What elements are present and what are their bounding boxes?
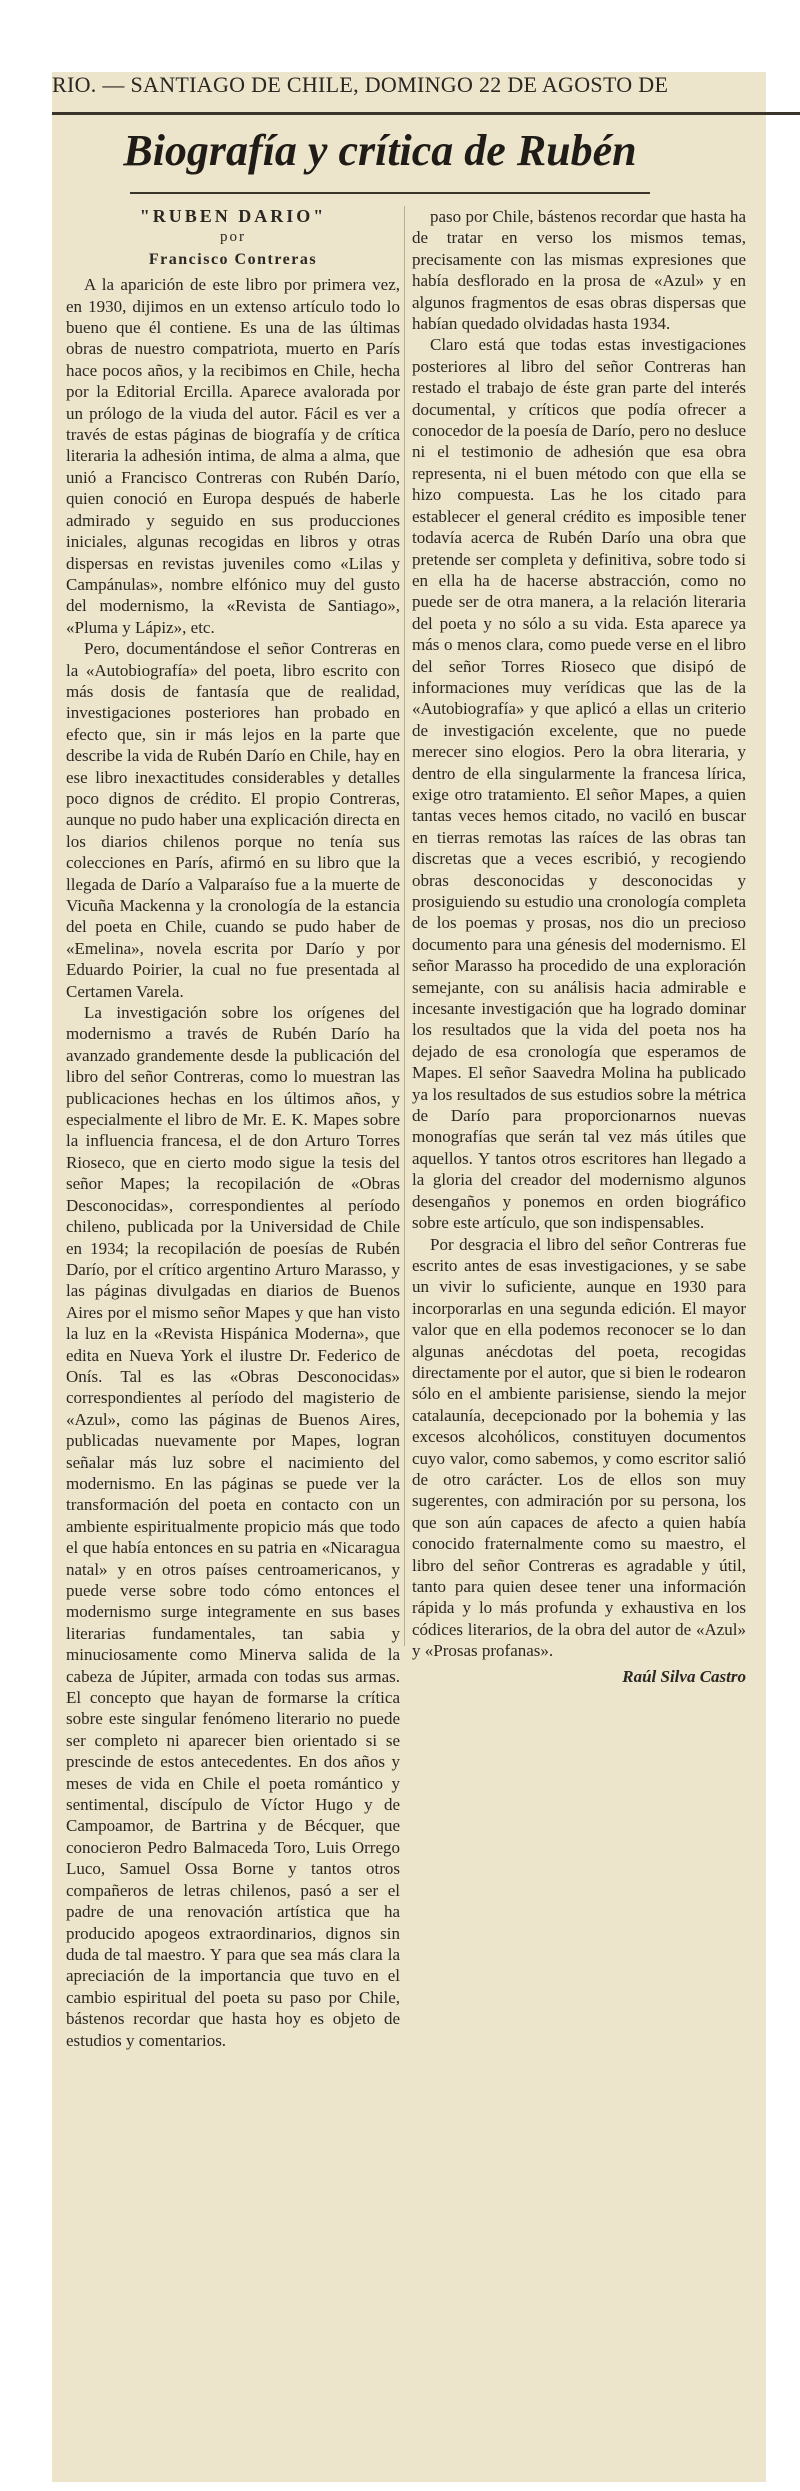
header-rule [52, 112, 800, 115]
article-heading-block [66, 206, 400, 270]
article-column-left [66, 206, 400, 2366]
paragraph: Claro está que todas estas investigaciones posteriores al libro del señor Contreras han restado el trabajo de éste gran parte del interés documental, y críticos que podía ofrecer a conocedor de la poesía de Darío, pero no desluce ni el testimonio de adhesión que esa obra representa, ni el buen método con que ella se hizo compuesta. Las he los citado para establecer el general crédito es imposible tener todavía acerca de Rubén Darío una obra que pretende ser completa y definitiva, sobre todo si en ella ha de hacerse abstracción, como no puede ser de otra manera, a la relación literaria del poeta y no sólo a su vida. Esta aparece ya más o menos clara, como puede verse en el libro del señor Torres Rioseco que disipó de informaciones muy verídicas que las de la «Autobiografía» y que aplicó a ellas un criterio de investigación excelente, que no puede merecer sino elogios. Pero la obra literaria, y dentro de ella singularmente la francesa lírica, exige otro tratamiento. El señor Mapes, a quien tantas veces hemos citado, no vaciló en buscar en tierras remotas las raíces de las obras tan discretas que a veces escribió, y recogiendo obras desconocidas y desconocidas y prosiguiendo su estudio una cronología completa de los poemas y prosas, nos dio un precioso documento para una génesis del modernismo. El señor Marasso ha procedido de una exploración semejante, con su análisis hacia admirable e incesante investigación que ha logrado dominar los resultados que la vida del poeta nos ha dejado de esa cronología que esperamos de Mapes. El señor Saavedra Molina ha publicado ya los resultados de sus estudios sobre la métrica de Darío para proporcionarnos nuevas monografías que serán tal vez más útiles que aquellos. Y tantos otros escritores han llegado a la gloria del creador del modernismo algunos desengaños y ponemos en orden biográfico sobre este artículo, que son indispensables. [412, 335, 746, 1233]
reviewed-work-title: "RUBEN DARIO" [139, 206, 327, 226]
newspaper-header: RIO. — SANTIAGO DE CHILE, DOMINGO 22 DE AGOSTO DE [52, 72, 669, 97]
paragraph: La investigación sobre los orígenes del modernismo a través de Rubén Darío ha avanzado grandemente desde la publicación del libro del señor Contreras, como lo muestran las publicaciones hechas en los últimos años, y especialmente el libro de Mr. E. K. Mapes sobre la influencia francesa, el de don Arturo Torres Rioseco, que en cierto modo sigue la tesis del señor Mapes; la recopilación de «Obras Desconocidas», correspondientes al período chileno, publicada por la Universidad de Chile en 1934; la recopilación de poesías de Rubén Darío, por el crítico argentino Arturo Marasso, y las páginas divulgadas en diarios de Buenos Aires por el mismo señor Mapes y que han visto la luz en la «Revista Hispánica Moderna», que edita en Nueva York el ilustre Dr. Federico de Onís. Tal es las «Obras Desconocidas» correspondientes al período del magisterio de «Azul», como las páginas de Buenos Aires, publicadas nuevamente por Mapes, logran señalar más luz sobre el nacimiento del modernismo. En las páginas se puede ver la transformación del poeta en contacto con un ambiente espiritualmente propicio más que todo el que había entonces en su patria en «Nicaragua natal» y en otros países centroamericanos, y puede verse sobre todo cómo entonces el modernismo surge integramente en sus bases literarias fundamentales, tan sabia y minuciosamente como Minerva salida de la cabeza de Júpiter, armada con todas sus armas. El concepto que hayan de formarse la crítica sobre este singular fenómeno literario no puede ser completo ni aparecer bien orientado si se prescinde de estos antecedentes. En dos años y meses de vida en Chile el poeta romántico y sentimental, discípulo de Víctor Hugo y de Campoamor, de Bartrina y de Bécquer, que conocieron Pedro Balmaceda Toro, Luis Orrego Luco, Samuel Ossa Borne y tantos otros compañeros de letras chilenos, pasó a ser el padre de una renovación artística que ha producido apogeos extraordinarios, dignos sin duda de tal maestro. Y para que sea más clara la apreciación de la importancia que tuvo en el cambio espiritual del poeta su paso por Chile, bástenos recordar que hasta hoy es objeto de estudios y comentarios. [66, 1003, 400, 2050]
title-rule [130, 192, 650, 194]
paragraph: Por desgracia el libro del señor Contreras fue escrito antes de esas investigaciones, y se sabe un vivir lo suficiente, aunque en 1930 para incorporarlas en una segunda edición. El mayor valor que en ella podemos reconocer se lo dan algunas anécdotas del poeta, recogidas directamente por el autor, que si bien le rodearon sólo en el ambiente parisiense, siendo la mejor catalaunía, decepcionado por la bohemia y las excesos alcohólicos, constituyen documentos cuyo valor, como sabemos, y como escritor salió de otro carácter. Los de ellos son muy sugerentes, con admiración por su persona, los que son aún capaces de afecto a quien había conocido fraternalmente como su maestro, el libro del señor Contreras es agradable y útil, tanto para quien desee tener una información rápida y lo más profunda y exhaustiva en los códices literarios, de la obra del autor de «Azul» y «Prosas profanas». [412, 1234, 746, 1661]
article-column-right [412, 206, 746, 1686]
paragraph: paso por Chile, bástenos recordar que hasta ha de tratar en verso los mismos temas, precisamente con las mismas expresiones que había desflorado en la prosa de «Azul» y en algunos fragmentos de esas obras dispersas que habían quedado olvidadas hasta 1934. [412, 207, 746, 334]
article-signature: Raúl Silva Castro [622, 1666, 746, 1686]
column-divider [404, 206, 405, 1646]
article-title: Biografía y crítica de Rubén [123, 126, 637, 175]
paragraph: A la aparición de este libro por primera vez, en 1930, dijimos en un extenso artículo todo lo bueno que él contiene. Es una de las últimas obras de nuestro compatriota, muerto en París hace pocos años, y la recibimos en Chile, hecha por la Editorial Ercilla. Aparece avalorada por un prólogo de la viuda del autor. Fácil es ver a través de estas páginas de biografía y de crítica literaria la adhesión intima, de alma a alma, que unió a Francisco Contreras con Rubén Darío, quien conoció en Europa después de haberle admirado y seguido en sus producciones iniciales, algunas recogidas en libros y otras dispersas en revistas juveniles como «Lilas y Campánulas», nombre elfónico muy del gusto del modernismo, la «Revista de Santiago», «Pluma y Lápiz», etc. [66, 275, 400, 637]
book-author: Francisco Contreras [148, 250, 318, 268]
byline: por [220, 229, 246, 246]
paragraph: Pero, documentándose el señor Contreras en la «Autobiografía» del poeta, libro escrito con más dosis de fantasía que de realidad, investigaciones posteriores han probado en efecto que, sin ir más lejos en la parte que describe la vida de Rubén Darío en Chile, hay en ese libro inexactitudes considerables y detalles poco dignos de crédito. El propio Contreras, aunque no pudo haber una explicación directa en los diarios chilenos porque no tenía sus colecciones en París, afirmó en su libro que la llegada de Darío a Valparaíso fue a la muerte de Vicuña Mackenna y la cronología de la estancia del poeta en Chile, cuando se pudo haber de «Emelina», novela escrita por Darío y por Eduardo Poirier, la cual no fue presentada al Certamen Varela. [66, 639, 400, 1001]
